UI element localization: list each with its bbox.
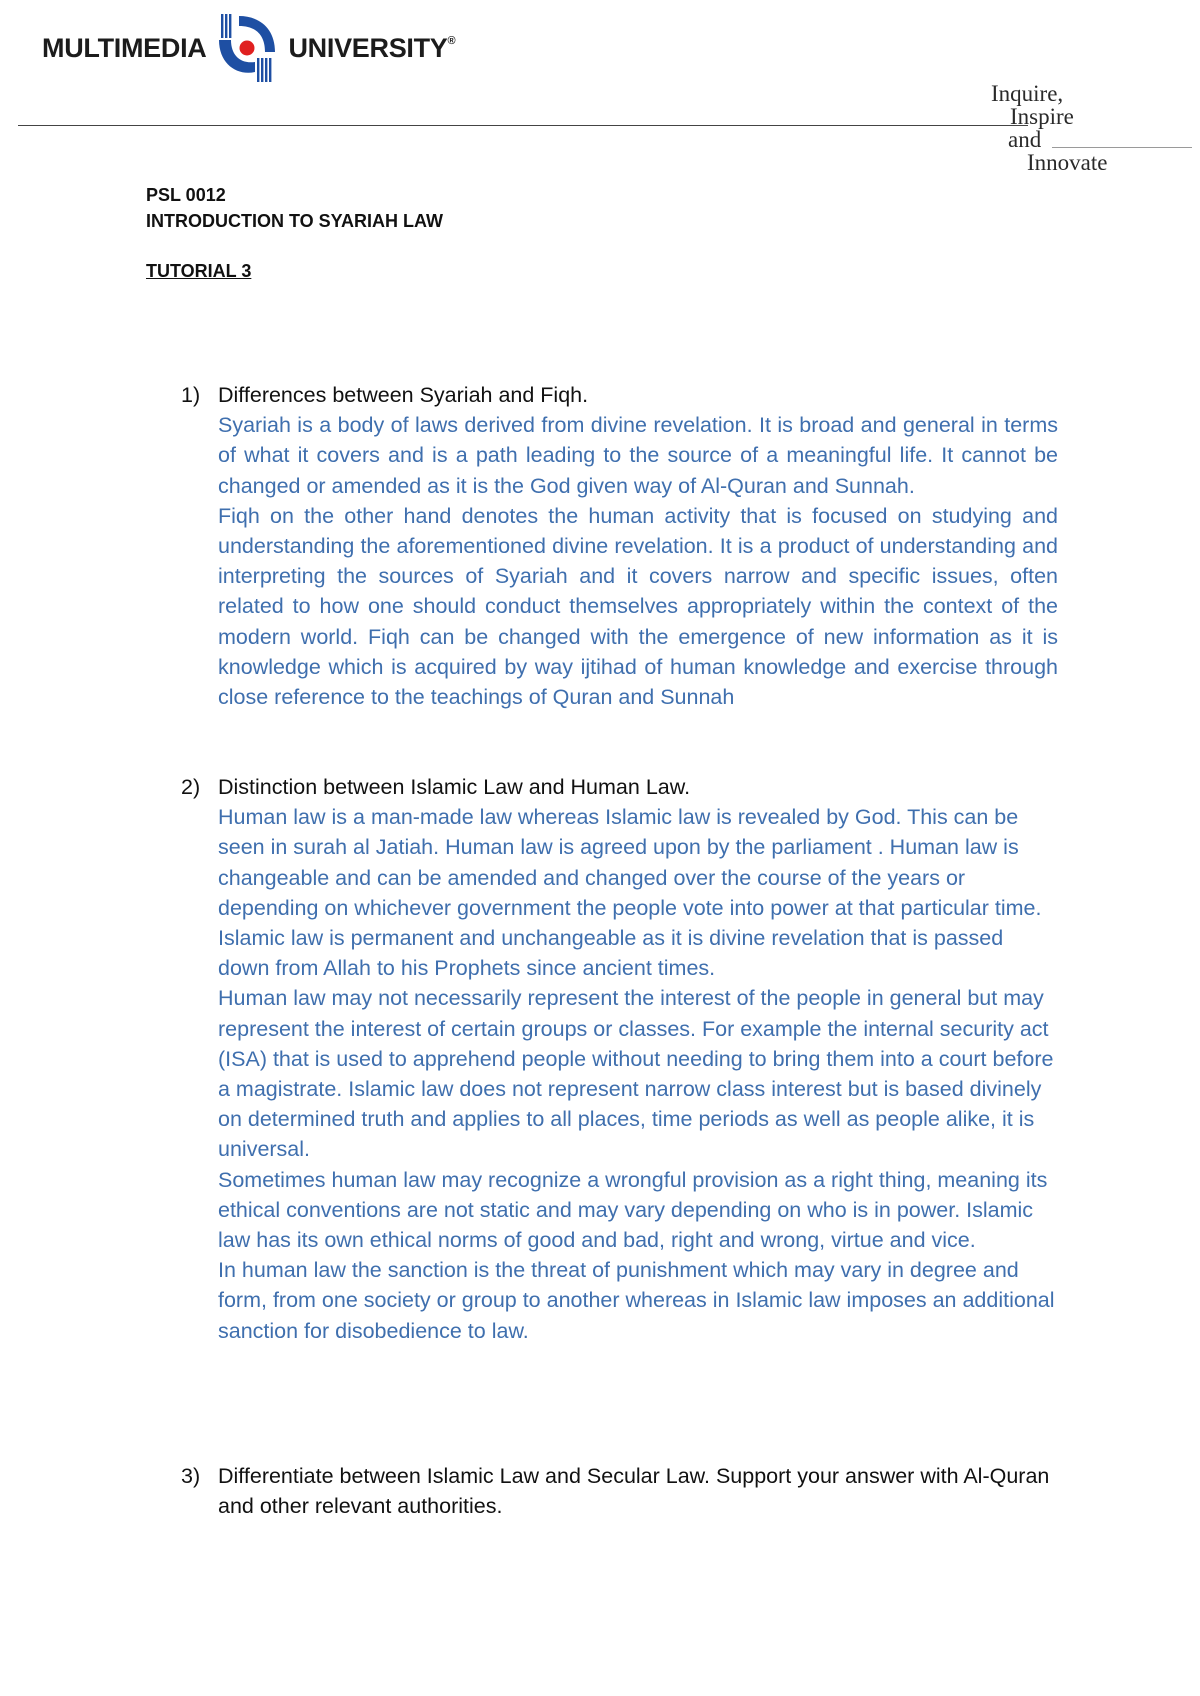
question-item xyxy=(181,1461,1058,1521)
question-item xyxy=(181,772,1058,1346)
answer-paragraph: Human law is a man-made law whereas Islamic law is revealed by God. This can be seen in surah al Jatiah. Human law is agreed upon by the parliament . Human law is changeable and can be amended and changed over the course of the years or depending on whichever government the people vote into power at that particular time. Islamic law is permanent and unchangeable as it is divine revelation that is passed down from Allah to his Prophets since ancient times. xyxy=(218,805,1042,981)
question-item xyxy=(181,380,1058,712)
answer-paragraph: In human law the sanction is the threat of punishment which may vary in degree and form, from one society or group to another whereas in Islamic law imposes an additional sanction for disobedience to law. xyxy=(218,1258,1055,1343)
university-emblem-icon xyxy=(209,12,285,84)
question-text: Distinction between Islamic Law and Human Law. xyxy=(218,775,691,799)
question-text: Differences between Syariah and Fiqh. xyxy=(218,383,589,407)
university-logo xyxy=(42,12,455,84)
logo-word-multimedia: MULTIMEDIA xyxy=(42,32,207,63)
header-divider xyxy=(18,125,1028,126)
registered-mark: ® xyxy=(447,34,456,47)
question-number: 2) xyxy=(181,775,201,799)
answer-paragraph: Human law may not necessarily represent the interest of the people in general but may represent the interest of certain groups or classes. For example the internal security act (ISA) that is used to apprehend people without needing to bring them into a court before a magistrate. Islamic law does not represent narrow class interest but is based divinely on determined truth and applies to all places, time periods as well as people alike, it is universal. xyxy=(218,986,1054,1162)
answer-paragraph: Sometimes human law may recognize a wrongful provision as a right thing, meaning its ethical conventions are not static and may vary depending on who is in power. Islamic law has its own ethical norms of good and bad, right and wrong, virtue and vice. xyxy=(218,1167,1048,1253)
question-number: 3) xyxy=(181,1464,201,1488)
motto-line-innovate: Innovate xyxy=(1027,150,1108,175)
logo-word-university: UNIVERSITY® xyxy=(288,32,456,63)
question-number: 1) xyxy=(181,383,201,407)
course-title: INTRODUCTION TO SYARIAH LAW xyxy=(146,211,444,231)
tutorial-title: TUTORIAL 3 xyxy=(146,261,252,281)
motto-line-and: and xyxy=(1008,127,1042,152)
answer-paragraph: Fiqh on the other hand denotes the human activity that is focused on studying and understanding the aforementioned divine revelation. It is a product of understanding and interpreting the sources of Syariah and it covers narrow and specific issues, often related to how one should conduct themselves appropriately within the context of the modern world. Fiqh can be changed with the emergence of new information as it is knowledge which is acquired by way ijtihad of human knowledge and exercise through close reference to the teachings of Quran and Sunnah xyxy=(218,503,1058,710)
motto-line-inspire: Inspire xyxy=(1010,104,1074,129)
motto-line-inquire: Inquire, xyxy=(991,81,1064,106)
course-code: PSL 0012 xyxy=(146,185,226,205)
answer-paragraph: Syariah is a body of laws derived from divine revelation. It is broad and general in terms of what it covers and is a path leading to the source of a meaningful life. It cannot be changed or amended as it is the God given way of Al-Quran and Sunnah. xyxy=(218,413,1058,498)
emblem-red-dot xyxy=(240,41,255,56)
question-text: Differentiate between Islamic Law and Secular Law. Support your answer with Al-Quran and other relevant authorities. xyxy=(218,1464,1050,1519)
course-heading xyxy=(146,182,443,234)
motto-underline xyxy=(1052,147,1192,148)
